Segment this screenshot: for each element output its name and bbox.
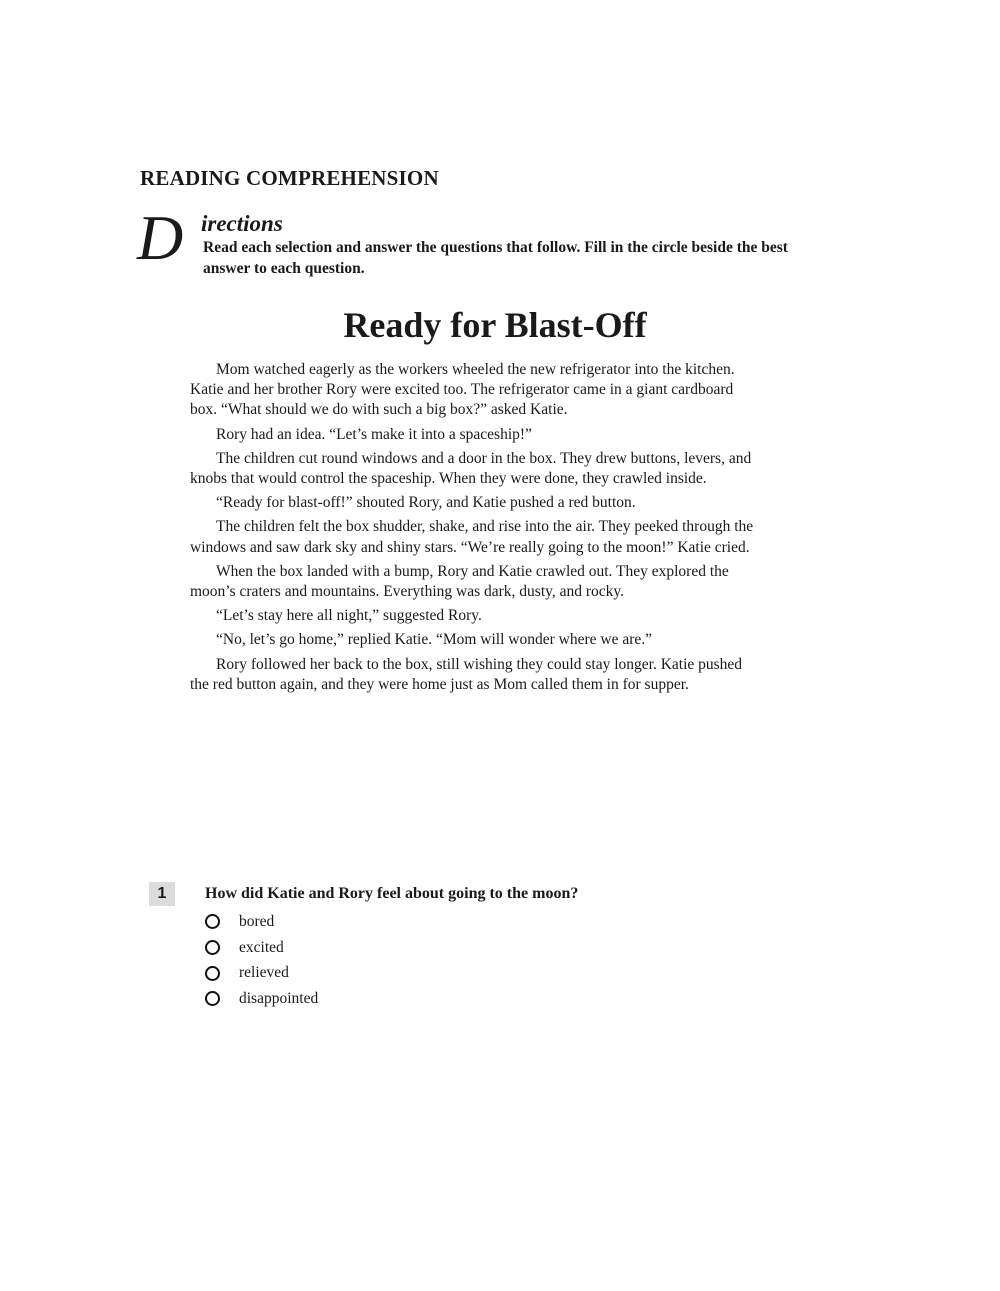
directions-drop-cap: D <box>137 202 184 273</box>
passage-paragraph: “Ready for blast-off!” shouted Rory, and Katie pushed a red button. <box>216 494 636 512</box>
passage-paragraph: The children felt the box shudder, shake, and rise into the air. They peeked through the windows and saw dark sky and shiny stars. “We’re really going to the moon!” Katie cried. <box>190 518 754 556</box>
radio-circle-icon[interactable] <box>205 940 220 955</box>
answer-option-label: disappointed <box>239 989 319 1007</box>
radio-circle-icon[interactable] <box>205 991 220 1006</box>
passage-paragraph: “Let’s stay here all night,” suggested Rory. <box>216 607 482 625</box>
answer-option-excited[interactable] <box>205 935 318 961</box>
story-passage <box>190 360 758 699</box>
passage-paragraph: “No, let’s go home,” replied Katie. “Mom will wonder where we are.” <box>216 631 652 649</box>
answer-option-label: bored <box>239 912 275 930</box>
passage-paragraph: The children cut round windows and a door in the box. They drew buttons, levers, and knobs that would control the spaceship. When they were done, they crawled inside. <box>190 449 752 488</box>
passage-paragraph: Mom watched eagerly as the workers wheeled the new refrigerator into the kitchen. Katie and her brother Rory were excited too. The refrigerator came in a giant cardboard box. “What should we do with such a big box?” asked Katie. <box>190 361 735 419</box>
section-heading: READING COMPREHENSION <box>140 166 439 190</box>
radio-circle-icon[interactable] <box>205 914 220 929</box>
answer-option-disappointed[interactable] <box>205 986 318 1012</box>
question-number-badge: 1 <box>149 882 175 906</box>
passage-paragraph: Rory had an idea. “Let’s make it into a spaceship!” <box>216 425 532 443</box>
directions-heading: irections <box>201 211 283 236</box>
answer-option-relieved[interactable] <box>205 960 318 986</box>
answer-option-label: relieved <box>239 964 289 982</box>
answer-options <box>205 909 318 1012</box>
answer-option-bored[interactable] <box>205 909 318 935</box>
passage-paragraph: Rory followed her back to the box, still wishing they could stay longer. Katie pushed the red button again, and they were home just as Mom called them in for supper. <box>190 655 743 693</box>
answer-option-label: excited <box>239 938 284 956</box>
story-title: Ready for Blast-Off <box>343 305 647 345</box>
directions-text: Read each selection and answer the questions that follow. Fill in the circle beside the best answer to each question. <box>203 239 788 277</box>
passage-paragraph: When the box landed with a bump, Rory and Katie crawled out. They explored the moon’s craters and mountains. Everything was dark, dusty, and rocky. <box>190 562 729 601</box>
question-text: How did Katie and Rory feel about going to the moon? <box>205 885 579 902</box>
radio-circle-icon[interactable] <box>205 966 220 981</box>
